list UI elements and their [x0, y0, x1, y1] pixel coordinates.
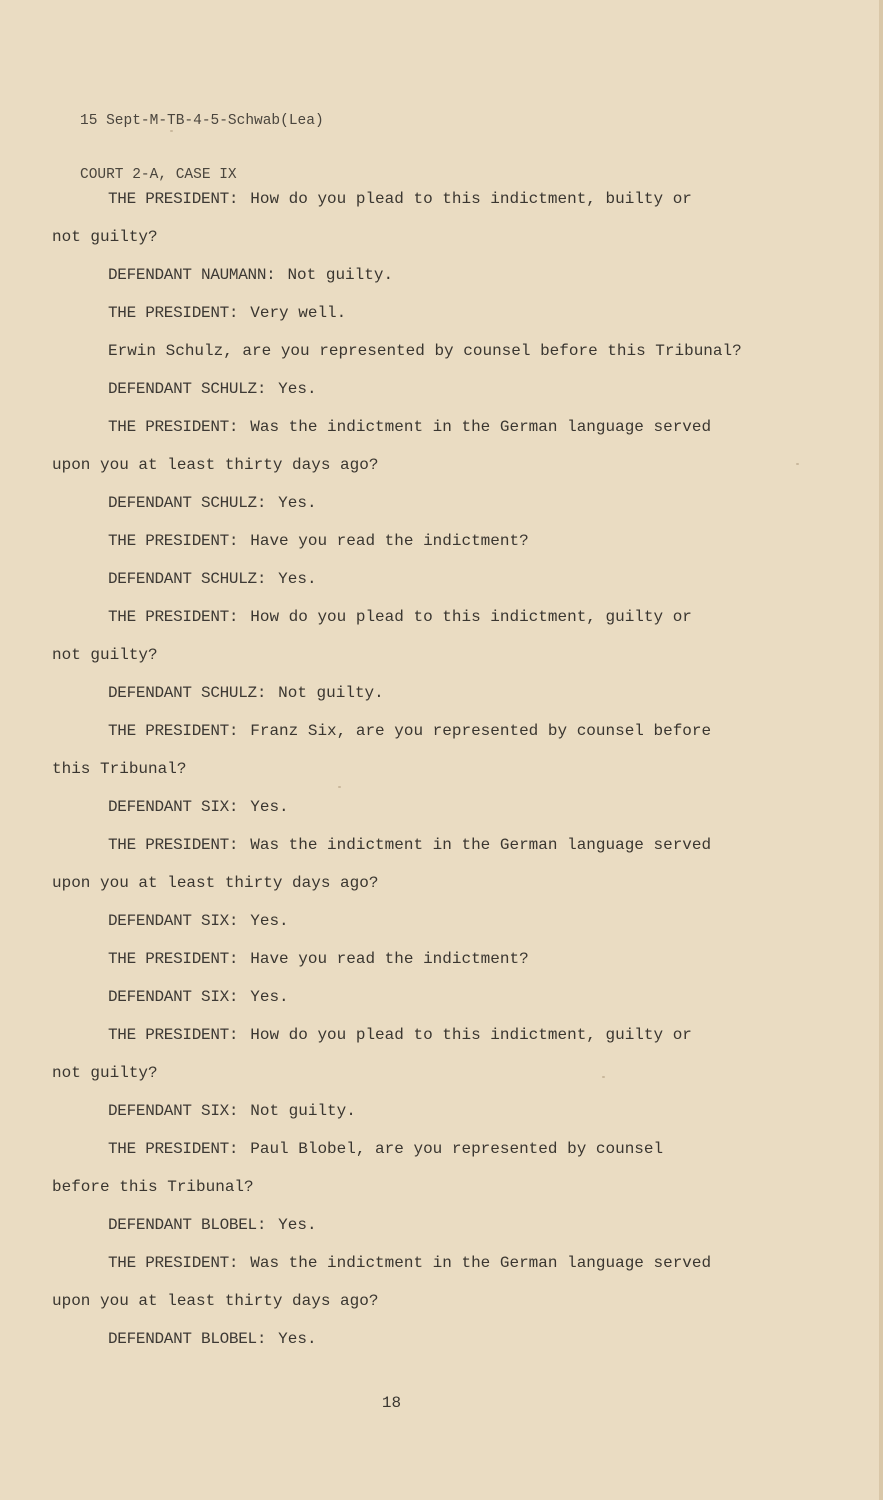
speaker-label: DEFENDANT BLOBEL:: [108, 1330, 267, 1348]
statement-text: Erwin Schulz, are you represented by counsel before this Tribunal?: [108, 342, 742, 360]
statement-text: How do you plead to this indictment, guilty or: [250, 608, 692, 626]
header-line-2: COURT 2-A, CASE IX: [80, 167, 237, 183]
paragraph-first-line: [52, 1330, 772, 1349]
paper-speck: [338, 786, 341, 788]
paragraph-first-line: [52, 722, 772, 741]
speaker-label: DEFENDANT SIX:: [108, 988, 239, 1006]
transcript-paragraph: [52, 798, 772, 817]
speaker-label: DEFENDANT NAUMANN:: [108, 266, 276, 284]
speaker-label: DEFENDANT SCHULZ:: [108, 684, 267, 702]
header-line-1: 15 Sept-M-TB-4-5-Schwab(Lea): [80, 113, 324, 129]
statement-text: How do you plead to this indictment, builty or: [250, 190, 692, 208]
paper-speck: [602, 1076, 605, 1078]
paragraph-first-line: [52, 798, 772, 817]
transcript-paragraph: [52, 950, 772, 969]
paragraph-first-line: [52, 608, 772, 627]
speaker-label: THE PRESIDENT:: [108, 190, 239, 208]
speaker-label: DEFENDANT SIX:: [108, 1102, 239, 1120]
statement-continuation: upon you at least thirty days ago?: [52, 874, 379, 892]
statement-text: Not guilty.: [250, 1102, 356, 1120]
statement-continuation: not guilty?: [52, 228, 158, 246]
speaker-label: DEFENDANT SIX:: [108, 798, 239, 816]
speaker-label: THE PRESIDENT:: [108, 722, 239, 740]
page-number: 18: [381, 1394, 402, 1412]
transcript-paragraph: [52, 342, 772, 361]
statement-text: Have you read the indictment?: [250, 532, 529, 550]
paragraph-first-line: [52, 190, 772, 209]
speaker-label: THE PRESIDENT:: [108, 950, 239, 968]
statement-text: Yes.: [278, 1216, 317, 1234]
statement-continuation: before this Tribunal?: [52, 1178, 254, 1196]
transcript-paragraph: [52, 608, 772, 665]
statement-text: Yes.: [278, 570, 317, 588]
statement-text: Yes.: [250, 912, 289, 930]
speaker-label: THE PRESIDENT:: [108, 418, 239, 436]
statement-text: Yes.: [250, 798, 289, 816]
statement-text: Not guilty.: [278, 684, 384, 702]
paragraph-first-line: [52, 418, 772, 437]
statement-text: Paul Blobel, are you represented by counsel: [250, 1140, 664, 1158]
paragraph-first-line: [52, 684, 772, 703]
transcript-paragraph: [52, 570, 772, 589]
paragraph-first-line: [52, 266, 772, 285]
paragraph-first-line: [52, 494, 772, 513]
speaker-label: THE PRESIDENT:: [108, 304, 239, 322]
speaker-label: DEFENDANT SCHULZ:: [108, 494, 267, 512]
statement-text: How do you plead to this indictment, guilty or: [250, 1026, 692, 1044]
paper-speck: [170, 130, 173, 132]
transcript-paragraph: [52, 684, 772, 703]
transcript-paragraph: [52, 1026, 772, 1083]
transcript-paragraph: [52, 190, 772, 247]
paper-speck: [796, 463, 799, 465]
statement-text: Was the indictment in the German language served: [250, 418, 712, 436]
speaker-label: THE PRESIDENT:: [108, 1026, 239, 1044]
transcript-paragraph: [52, 1330, 772, 1349]
statement-text: Not guilty.: [287, 266, 394, 284]
paragraph-first-line: [52, 1140, 772, 1159]
speaker-label: DEFENDANT BLOBEL:: [108, 1216, 267, 1234]
transcript-paragraph: [52, 722, 772, 779]
speaker-label: THE PRESIDENT:: [108, 608, 239, 626]
statement-text: Franz Six, are you represented by counsel before: [250, 722, 712, 740]
speaker-label: THE PRESIDENT:: [108, 1254, 239, 1272]
transcript-paragraph: [52, 532, 772, 551]
transcript-paragraph: [52, 494, 772, 513]
speaker-label: DEFENDANT SCHULZ:: [108, 380, 267, 398]
paragraph-first-line: [52, 1216, 772, 1235]
transcript-paragraph: [52, 912, 772, 931]
transcript-paragraph: [52, 266, 772, 285]
transcript-paragraph: [52, 418, 772, 475]
statement-text: Yes.: [250, 988, 289, 1006]
paragraph-first-line: [52, 380, 772, 399]
statement-text: Was the indictment in the German language served: [250, 836, 712, 854]
statement-text: Very well.: [250, 304, 347, 322]
paragraph-first-line: [52, 1102, 772, 1121]
statement-continuation: not guilty?: [52, 1064, 158, 1082]
paragraph-first-line: [52, 950, 772, 969]
statement-text: Have you read the indictment?: [250, 950, 529, 968]
speaker-label: THE PRESIDENT:: [108, 1140, 239, 1158]
statement-text: Yes.: [278, 380, 317, 398]
speaker-label: DEFENDANT SCHULZ:: [108, 570, 267, 588]
paragraph-first-line: [52, 836, 772, 855]
statement-text: Was the indictment in the German language served: [250, 1254, 712, 1272]
transcript-body: [52, 190, 772, 1368]
paragraph-first-line: [52, 342, 772, 361]
statement-continuation: upon you at least thirty days ago?: [52, 456, 379, 474]
page-edge: [879, 0, 883, 1500]
transcript-paragraph: [52, 836, 772, 893]
statement-continuation: this Tribunal?: [52, 760, 187, 778]
transcript-paragraph: [52, 380, 772, 399]
paragraph-first-line: [52, 912, 772, 931]
statement-continuation: upon you at least thirty days ago?: [52, 1292, 379, 1310]
paragraph-first-line: [52, 532, 772, 551]
transcript-paragraph: [52, 1140, 772, 1197]
transcript-paragraph: [52, 1216, 772, 1235]
paragraph-first-line: [52, 988, 772, 1007]
transcript-paragraph: [52, 304, 772, 323]
paragraph-first-line: [52, 570, 772, 589]
paragraph-first-line: [52, 1026, 772, 1045]
statement-text: Yes.: [278, 494, 317, 512]
paragraph-first-line: [52, 1254, 772, 1273]
statement-continuation: not guilty?: [52, 646, 158, 664]
speaker-label: DEFENDANT SIX:: [108, 912, 239, 930]
transcript-paragraph: [52, 1254, 772, 1311]
paragraph-first-line: [52, 304, 772, 323]
speaker-label: THE PRESIDENT:: [108, 836, 239, 854]
transcript-paragraph: [52, 1102, 772, 1121]
statement-text: Yes.: [278, 1330, 317, 1348]
transcript-paragraph: [52, 988, 772, 1007]
speaker-label: THE PRESIDENT:: [108, 532, 239, 550]
